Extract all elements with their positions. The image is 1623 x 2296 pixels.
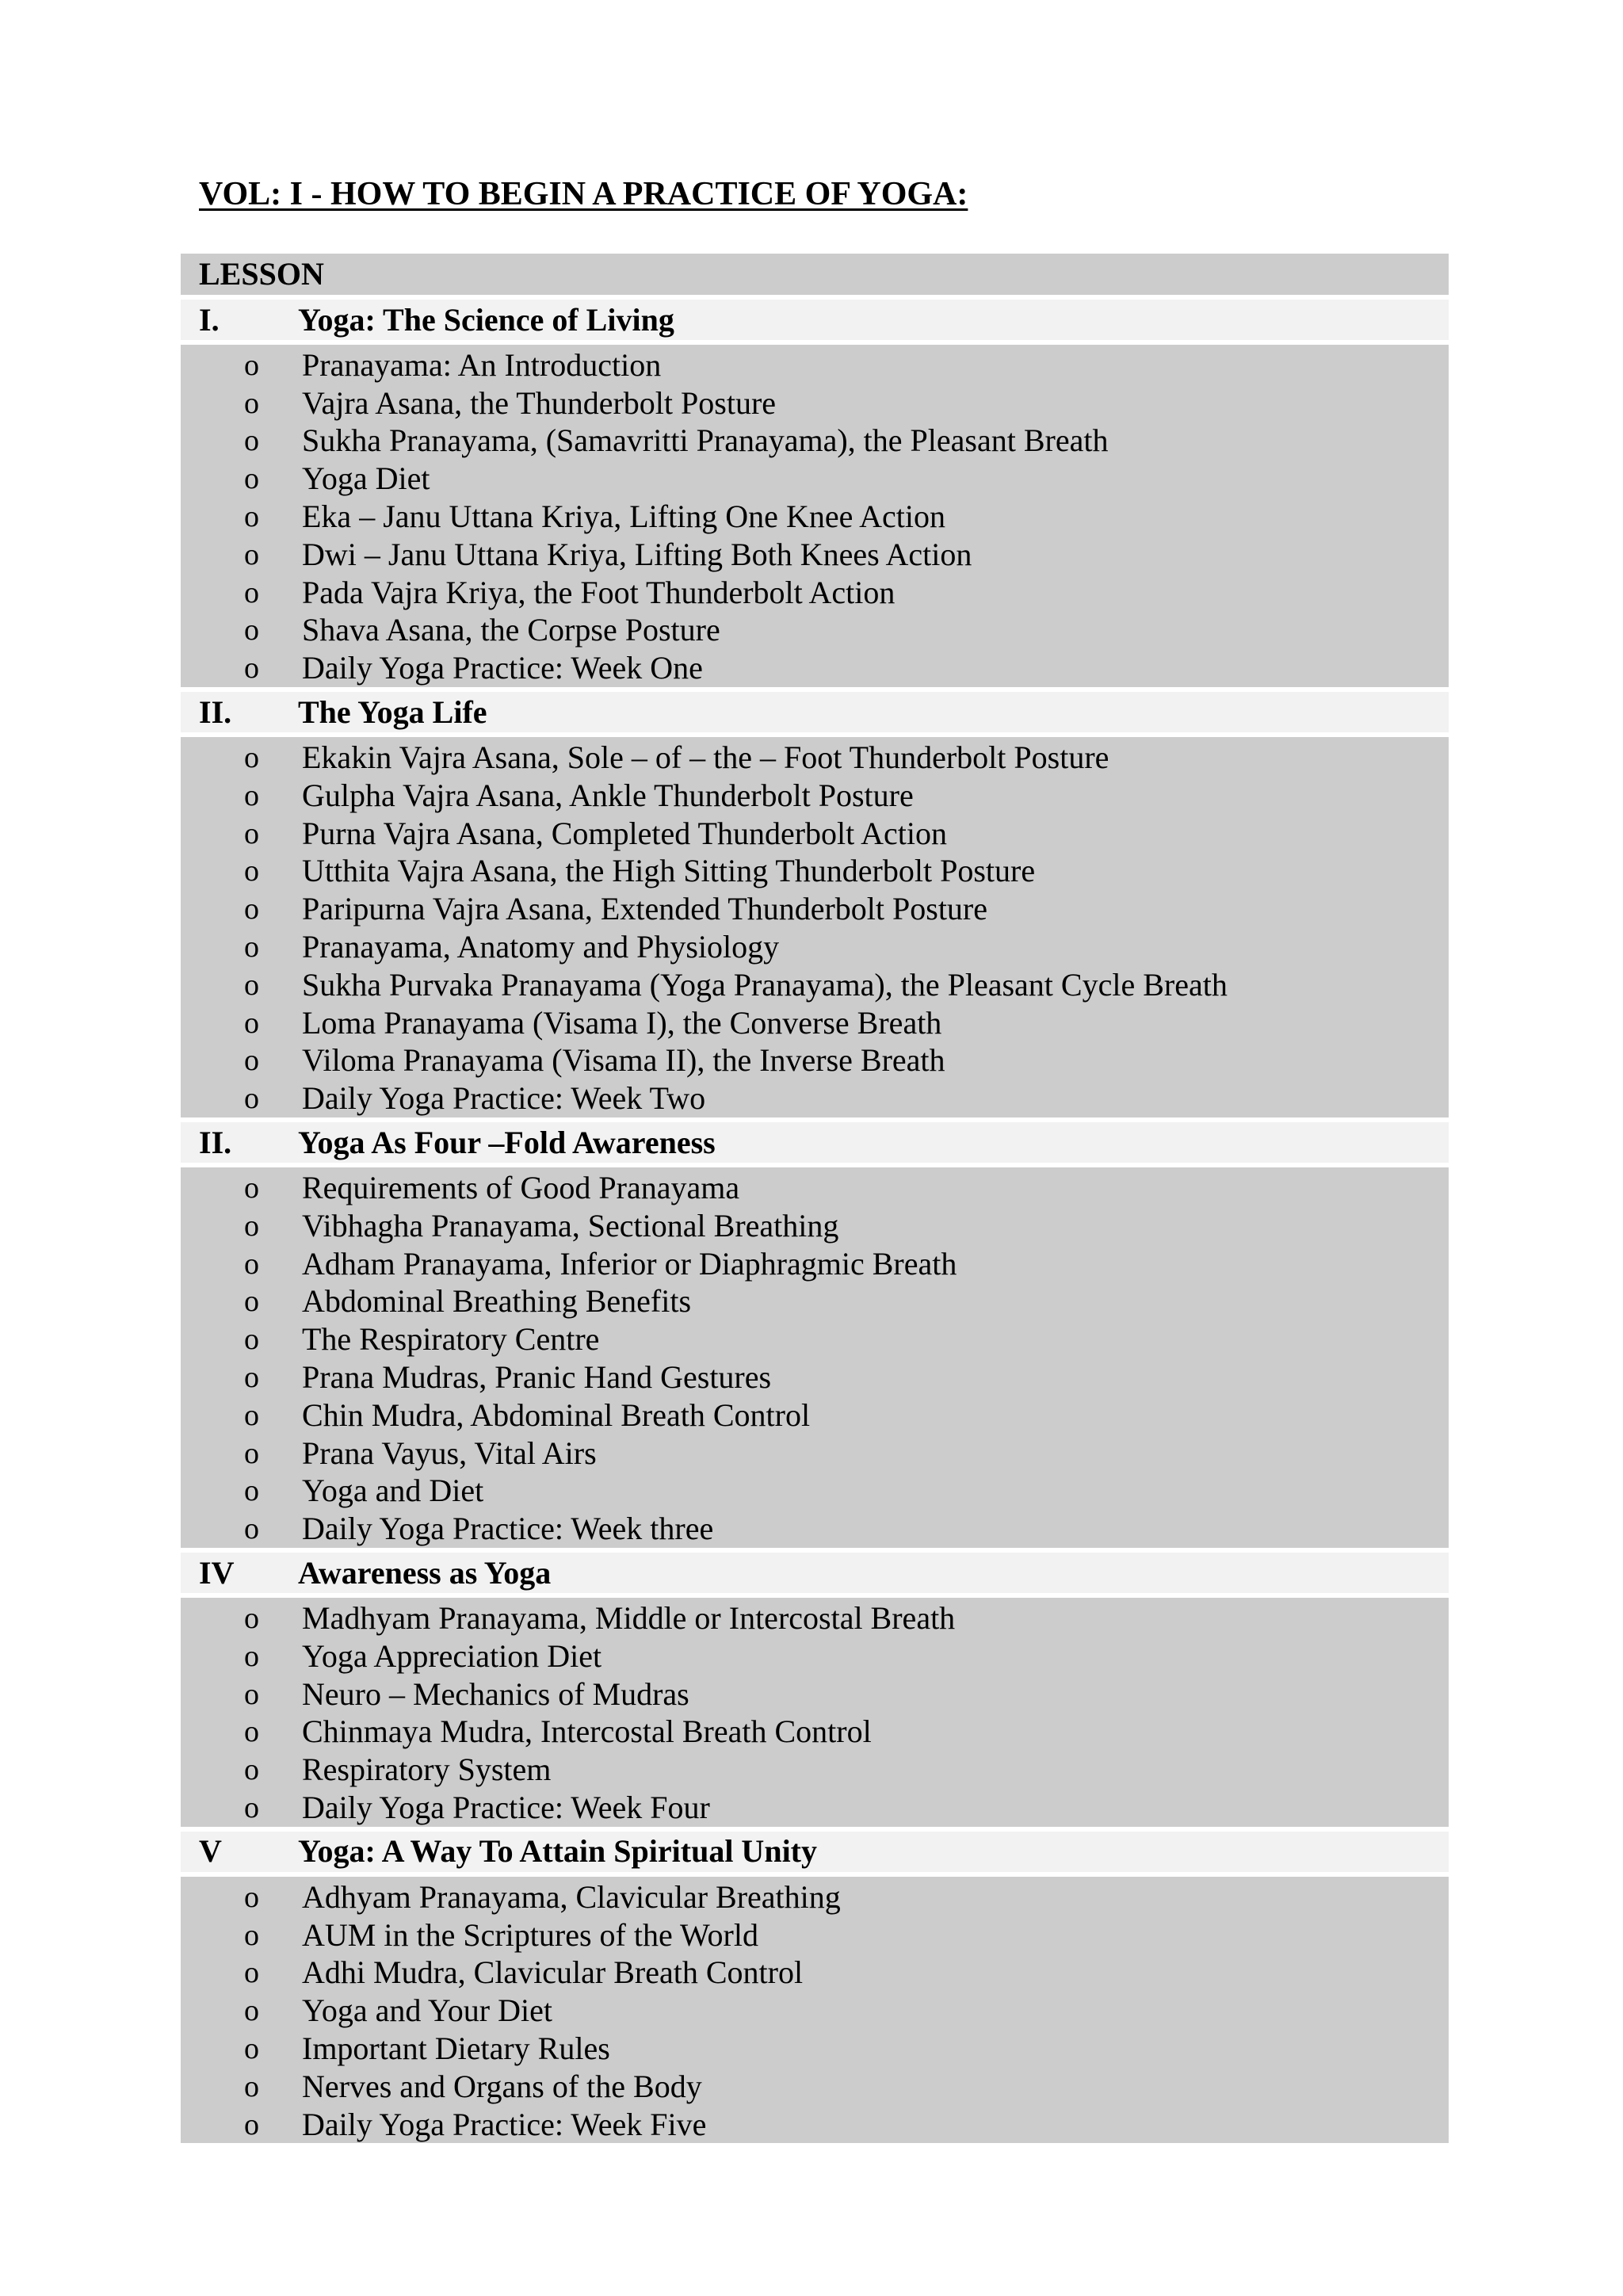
- bullet-icon: o: [244, 1474, 259, 1508]
- list-item-text: Chin Mudra, Abdominal Breath Control: [302, 1396, 811, 1433]
- list-item-text: Daily Yoga Practice: Week Two: [302, 1080, 706, 1117]
- list-item-text: Viloma Pranayama (Visama II), the Inverse Breath: [302, 1042, 945, 1079]
- topic-list: [181, 345, 1449, 687]
- list-item: [181, 422, 1449, 460]
- list-item-text: Neuro – Mechanics of Mudras: [302, 1675, 689, 1712]
- list-item-text: Vajra Asana, the Thunderbolt Posture: [302, 384, 777, 421]
- list-item: [181, 612, 1449, 650]
- section-title: Awareness as Yoga: [298, 1554, 552, 1591]
- list-item-text: Chinmaya Mudra, Intercostal Breath Control: [302, 1713, 872, 1750]
- bullet-icon: o: [244, 1994, 259, 2028]
- list-item-text: Pranayama: An Introduction: [302, 346, 662, 383]
- list-item: [181, 1473, 1449, 1511]
- list-item-text: Prana Mudras, Pranic Hand Gestures: [302, 1359, 772, 1396]
- list-item-text: Yoga and Your Diet: [302, 1992, 552, 2029]
- list-item: [181, 1751, 1449, 1789]
- bullet-icon: o: [244, 2069, 259, 2103]
- section-numeral: IV: [199, 1554, 235, 1591]
- list-item-text: Eka – Janu Uttana Kriya, Lifting One Knee Action: [302, 499, 945, 535]
- list-item-text: Gulpha Vajra Asana, Ankle Thunderbolt Posture: [302, 777, 914, 813]
- topic-list: [181, 1877, 1449, 2144]
- list-item: [181, 815, 1449, 853]
- bullet-icon: o: [244, 424, 259, 458]
- list-item: [181, 2030, 1449, 2068]
- bullet-icon: o: [244, 2107, 259, 2141]
- bullet-icon: o: [244, 1753, 259, 1787]
- bullet-icon: o: [244, 500, 259, 534]
- bullet-icon: o: [244, 462, 259, 496]
- section-heading: [181, 1553, 1449, 1593]
- list-item-text: Prana Vayus, Vital Airs: [302, 1435, 597, 1471]
- lesson-section: [181, 1122, 1449, 1548]
- bullet-icon: o: [244, 1398, 259, 1432]
- list-item: [181, 928, 1449, 966]
- bullet-icon: o: [244, 1918, 259, 1952]
- list-item: [181, 1992, 1449, 2030]
- lesson-section: [181, 1553, 1449, 1827]
- bullet-icon: o: [244, 1512, 259, 1546]
- bullet-icon: o: [244, 1880, 259, 1914]
- list-item: [181, 1396, 1449, 1435]
- bullet-icon: o: [244, 1956, 259, 1990]
- list-item: [181, 777, 1449, 815]
- bullet-icon: o: [244, 1602, 259, 1635]
- list-item: [181, 1675, 1449, 1713]
- bullet-icon: o: [244, 1677, 259, 1711]
- list-item: [181, 384, 1449, 422]
- list-item: [181, 1510, 1449, 1548]
- list-item: [181, 1435, 1449, 1473]
- list-item: [181, 1713, 1449, 1752]
- list-item: [181, 1042, 1449, 1080]
- list-item-text: Requirements of Good Pranayama: [302, 1170, 740, 1206]
- bullet-icon: o: [244, 613, 259, 648]
- bullet-icon: o: [244, 854, 259, 888]
- list-item: [181, 1637, 1449, 1675]
- list-item: [181, 1283, 1449, 1321]
- list-item: [181, 1916, 1449, 1954]
- bullet-icon: o: [244, 1639, 259, 1673]
- list-item-text: Dwi – Janu Uttana Kriya, Lifting Both Knees Action: [302, 536, 972, 572]
- list-item: [181, 1079, 1449, 1117]
- list-item-text: Ekakin Vajra Asana, Sole – of – the – Foot Thunderbolt Posture: [302, 739, 1109, 776]
- list-item: [181, 1004, 1449, 1042]
- list-item-text: Purna Vajra Asana, Completed Thunderbolt Action: [302, 815, 947, 851]
- list-item: [181, 460, 1449, 498]
- list-item: [181, 890, 1449, 928]
- topic-list: [181, 737, 1449, 1117]
- page-title: VOL: I - HOW TO BEGIN A PRACTICE OF YOGA:: [199, 176, 968, 212]
- lesson-table: [181, 254, 1449, 2148]
- list-item-text: The Respiratory Centre: [302, 1321, 600, 1358]
- list-item: [181, 1599, 1449, 1637]
- bullet-icon: o: [244, 741, 259, 775]
- bullet-icon: o: [244, 1247, 259, 1281]
- list-item: [181, 649, 1449, 687]
- section-numeral: II.: [199, 693, 232, 730]
- list-item: [181, 2106, 1449, 2144]
- list-item-text: Sukha Pranayama, (Samavritti Pranayama), the Pleasant Breath: [302, 422, 1109, 459]
- list-item: [181, 1789, 1449, 1827]
- list-item-text: Respiratory System: [302, 1752, 552, 1788]
- bullet-icon: o: [244, 1082, 259, 1116]
- list-item-text: Yoga Appreciation Diet: [302, 1637, 602, 1674]
- bullet-icon: o: [244, 651, 259, 686]
- bullet-icon: o: [244, 1790, 259, 1824]
- list-item: [181, 739, 1449, 777]
- section-numeral: V: [199, 1833, 222, 1870]
- section-title: The Yoga Life: [298, 693, 487, 730]
- list-item: [181, 1169, 1449, 1207]
- table-header-label: LESSON: [199, 256, 324, 292]
- list-item-text: Daily Yoga Practice: Week One: [302, 650, 703, 686]
- list-item: [181, 1358, 1449, 1396]
- list-item-text: Pada Vajra Kriya, the Foot Thunderbolt Action: [302, 574, 896, 610]
- list-item-text: AUM in the Scriptures of the World: [302, 1916, 758, 1953]
- bullet-icon: o: [244, 1006, 259, 1040]
- list-item: [181, 536, 1449, 574]
- list-item-text: Adhi Mudra, Clavicular Breath Control: [302, 1954, 804, 1991]
- bullet-icon: o: [244, 930, 259, 965]
- list-item: [181, 853, 1449, 891]
- list-item-text: Abdominal Breathing Benefits: [302, 1283, 692, 1320]
- list-item-text: Adham Pranayama, Inferior or Diaphragmic Breath: [302, 1245, 957, 1282]
- list-item-text: Daily Yoga Practice: Week Four: [302, 1789, 710, 1825]
- bullet-icon: o: [244, 1285, 259, 1319]
- bullet-icon: o: [244, 1323, 259, 1357]
- list-item-text: Utthita Vajra Asana, the High Sitting Thunderbolt Posture: [302, 853, 1036, 889]
- section-heading: [181, 300, 1449, 340]
- list-item-text: Paripurna Vajra Asana, Extended Thunderbolt Posture: [302, 891, 987, 927]
- list-item: [181, 2068, 1449, 2106]
- bullet-icon: o: [244, 575, 259, 609]
- section-heading: [181, 1832, 1449, 1872]
- list-item-text: Vibhagha Pranayama, Sectional Breathing: [302, 1207, 839, 1244]
- bullet-icon: o: [244, 1436, 259, 1470]
- list-item: [181, 966, 1449, 1004]
- list-item-text: Nerves and Organs of the Body: [302, 2068, 702, 2104]
- bullet-icon: o: [244, 968, 259, 1002]
- bullet-icon: o: [244, 2031, 259, 2065]
- sections-container: [181, 300, 1449, 2143]
- list-item: [181, 1245, 1449, 1283]
- lesson-section: [181, 1832, 1449, 2144]
- bullet-icon: o: [244, 348, 259, 382]
- list-item-text: Pranayama, Anatomy and Physiology: [302, 929, 780, 965]
- bullet-icon: o: [244, 1209, 259, 1243]
- list-item-text: Daily Yoga Practice: Week three: [302, 1511, 714, 1547]
- bullet-icon: o: [244, 1715, 259, 1749]
- bullet-icon: o: [244, 778, 259, 812]
- topic-list: [181, 1598, 1449, 1827]
- list-item-text: Important Dietary Rules: [302, 2030, 610, 2066]
- list-item: [181, 346, 1449, 384]
- list-item: [181, 1878, 1449, 1916]
- bullet-icon: o: [244, 537, 259, 571]
- bullet-icon: o: [244, 386, 259, 420]
- list-item-text: Sukha Purvaka Pranayama (Yoga Pranayama), the Pleasant Cycle Breath: [302, 966, 1228, 1003]
- list-item-text: Yoga and Diet: [302, 1473, 484, 1509]
- bullet-icon: o: [244, 816, 259, 850]
- bullet-icon: o: [244, 892, 259, 926]
- topic-list: [181, 1167, 1449, 1548]
- section-numeral: II.: [199, 1124, 232, 1160]
- list-item-text: Daily Yoga Practice: Week Five: [302, 2106, 707, 2142]
- list-item-text: Yoga Diet: [302, 460, 430, 497]
- table-header-row: [181, 254, 1449, 295]
- section-title: Yoga: The Science of Living: [298, 301, 674, 338]
- section-title: Yoga As Four –Fold Awareness: [298, 1124, 716, 1160]
- list-item: [181, 574, 1449, 612]
- section-numeral: I.: [199, 301, 220, 338]
- list-item: [181, 498, 1449, 536]
- section-heading: [181, 1122, 1449, 1163]
- lesson-section: [181, 692, 1449, 1117]
- list-item: [181, 1207, 1449, 1245]
- section-title: Yoga: A Way To Attain Spiritual Unity: [298, 1833, 817, 1870]
- list-item-text: Madhyam Pranayama, Middle or Intercostal Breath: [302, 1600, 956, 1636]
- section-heading: [181, 692, 1449, 732]
- bullet-icon: o: [244, 1361, 259, 1395]
- list-item: [181, 1954, 1449, 1992]
- list-item-text: Shava Asana, the Corpse Posture: [302, 612, 720, 648]
- list-item: [181, 1320, 1449, 1358]
- bullet-icon: o: [244, 1171, 259, 1205]
- bullet-icon: o: [244, 1044, 259, 1078]
- list-item-text: Adhyam Pranayama, Clavicular Breathing: [302, 1878, 841, 1915]
- list-item-text: Loma Pranayama (Visama I), the Converse Breath: [302, 1004, 942, 1041]
- lesson-section: [181, 300, 1449, 687]
